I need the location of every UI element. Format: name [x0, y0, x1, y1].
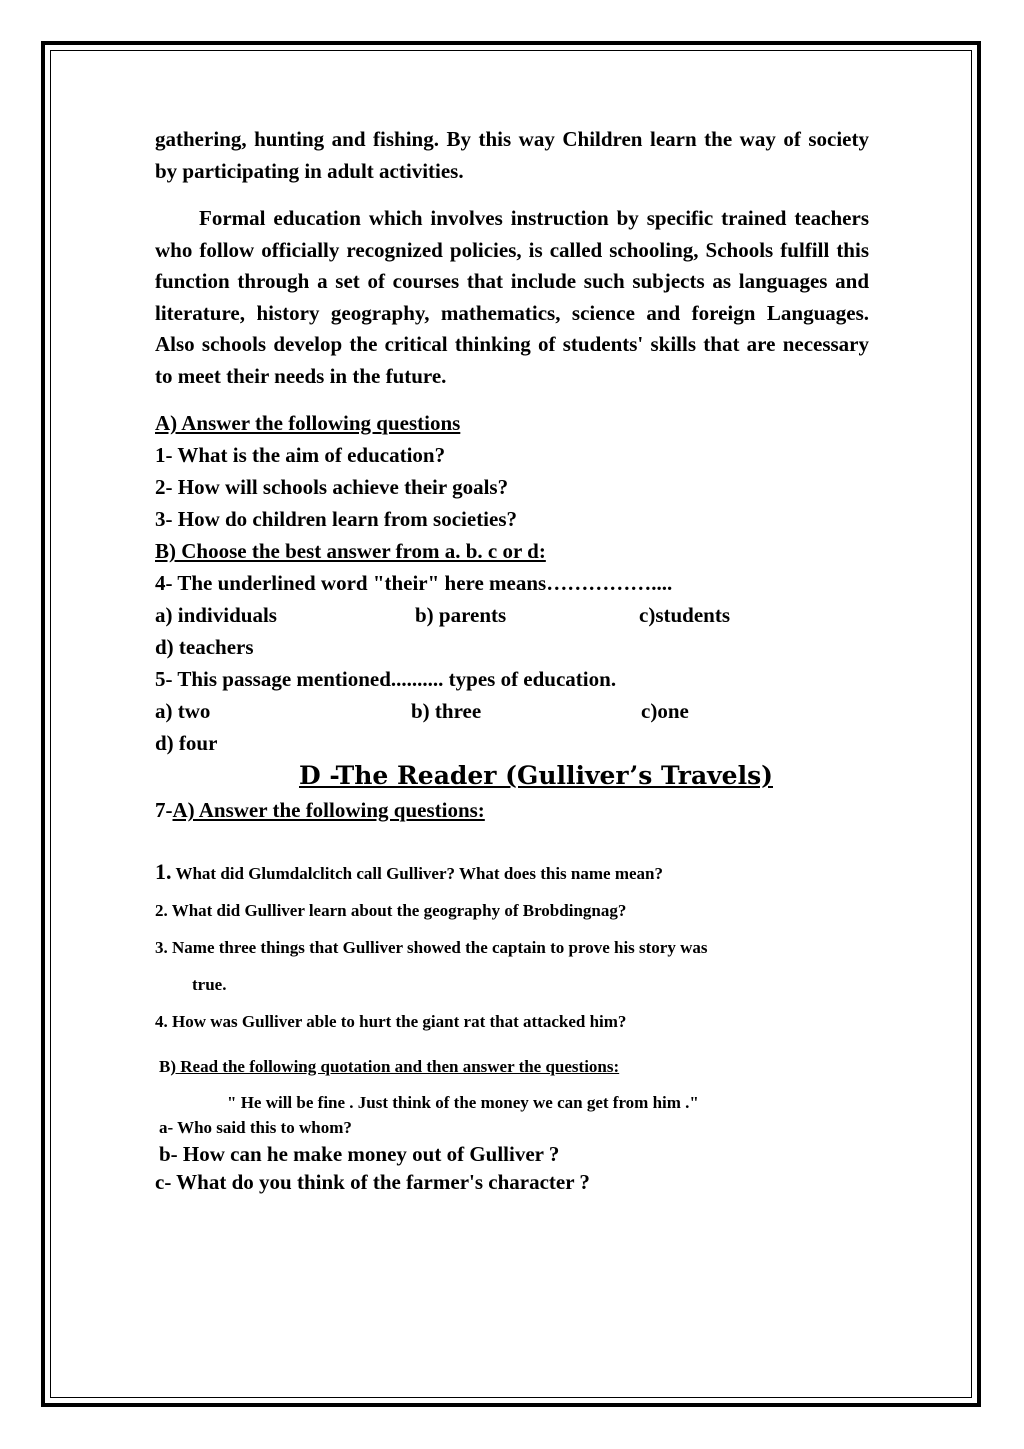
- reader-question-b: b- How can he make money out of Gulliver ?: [159, 1142, 560, 1166]
- reader-question-1-text: What did Glumdalclitch call Gulliver? What does this name mean?: [175, 864, 663, 883]
- reader-b-prefix: B: [159, 1057, 171, 1076]
- reader-question-3: 3. Name three things that Gulliver showed the captain to prove his story was: [155, 938, 708, 957]
- option-d: d) four: [155, 731, 218, 755]
- section-a-heading: A) Answer the following questions: [155, 411, 461, 435]
- question-5: 5- This passage mentioned.......... types of education.: [155, 667, 617, 691]
- reader-question-4: 4. How was Gulliver able to hurt the giant rat that attacked him?: [155, 1012, 627, 1031]
- option-a: a) individuals: [155, 603, 277, 627]
- reader-question-a: a- Who said this to whom?: [159, 1118, 352, 1137]
- option-b: b) parents: [415, 603, 507, 627]
- option-c: c)students: [639, 603, 731, 627]
- passage-paragraph-2: Formal education which involves instruction by specific trained teachers who follow officially recognized policies, is called schooling, Schools fulfill this function through a set of courses that include such subjects as languages and literature, history geography, mathematics, science and foreign Languages. Also schools develop the critical thinking of students' skills that are necessary to meet their needs in the future.: [155, 206, 869, 388]
- question-3: 3- How do children learn from societies?: [155, 507, 518, 531]
- reader-sub-heading-text: A) Answer the following questions:: [172, 798, 485, 822]
- reader-sub-prefix: 7-: [155, 798, 173, 822]
- question-4-options: [155, 599, 869, 631]
- reader-b-heading-text: ) Read the following quotation and then answer the questions:: [170, 1057, 620, 1076]
- reader-question-1-number: 1.: [155, 859, 172, 884]
- reader-question-2: 2. What did Gulliver learn about the geography of Brobdingnag?: [155, 901, 627, 920]
- question-2: 2- How will schools achieve their goals?: [155, 475, 509, 499]
- question-1: 1- What is the aim of education?: [155, 443, 446, 467]
- option-a: a) two: [155, 699, 211, 723]
- reader-question-3-continued: true.: [192, 975, 227, 994]
- option-c: c)one: [641, 699, 689, 723]
- quotation: " He will be fine . Just think of the money we can get from him .": [227, 1093, 699, 1112]
- reader-question-1: [155, 853, 869, 892]
- passage-paragraph-1: gathering, hunting and fishing. By this way Children learn the way of society by participating in adult activities.: [155, 127, 869, 183]
- option-b: b) three: [411, 699, 482, 723]
- worksheet-content: [155, 124, 869, 1196]
- section-b-heading: B) Choose the best answer from a. b. c or d:: [155, 539, 546, 563]
- option-d: d) teachers: [155, 635, 254, 659]
- question-5-options: [155, 695, 869, 727]
- reader-section-title: D -The Reader (Gulliver’s Travels): [299, 761, 773, 790]
- reader-b-heading: [159, 1056, 869, 1078]
- question-4: 4- The underlined word "their" here means……………....: [155, 571, 673, 595]
- reader-sub-heading: [155, 793, 869, 827]
- reader-question-c: c- What do you think of the farmer's character ?: [155, 1170, 590, 1194]
